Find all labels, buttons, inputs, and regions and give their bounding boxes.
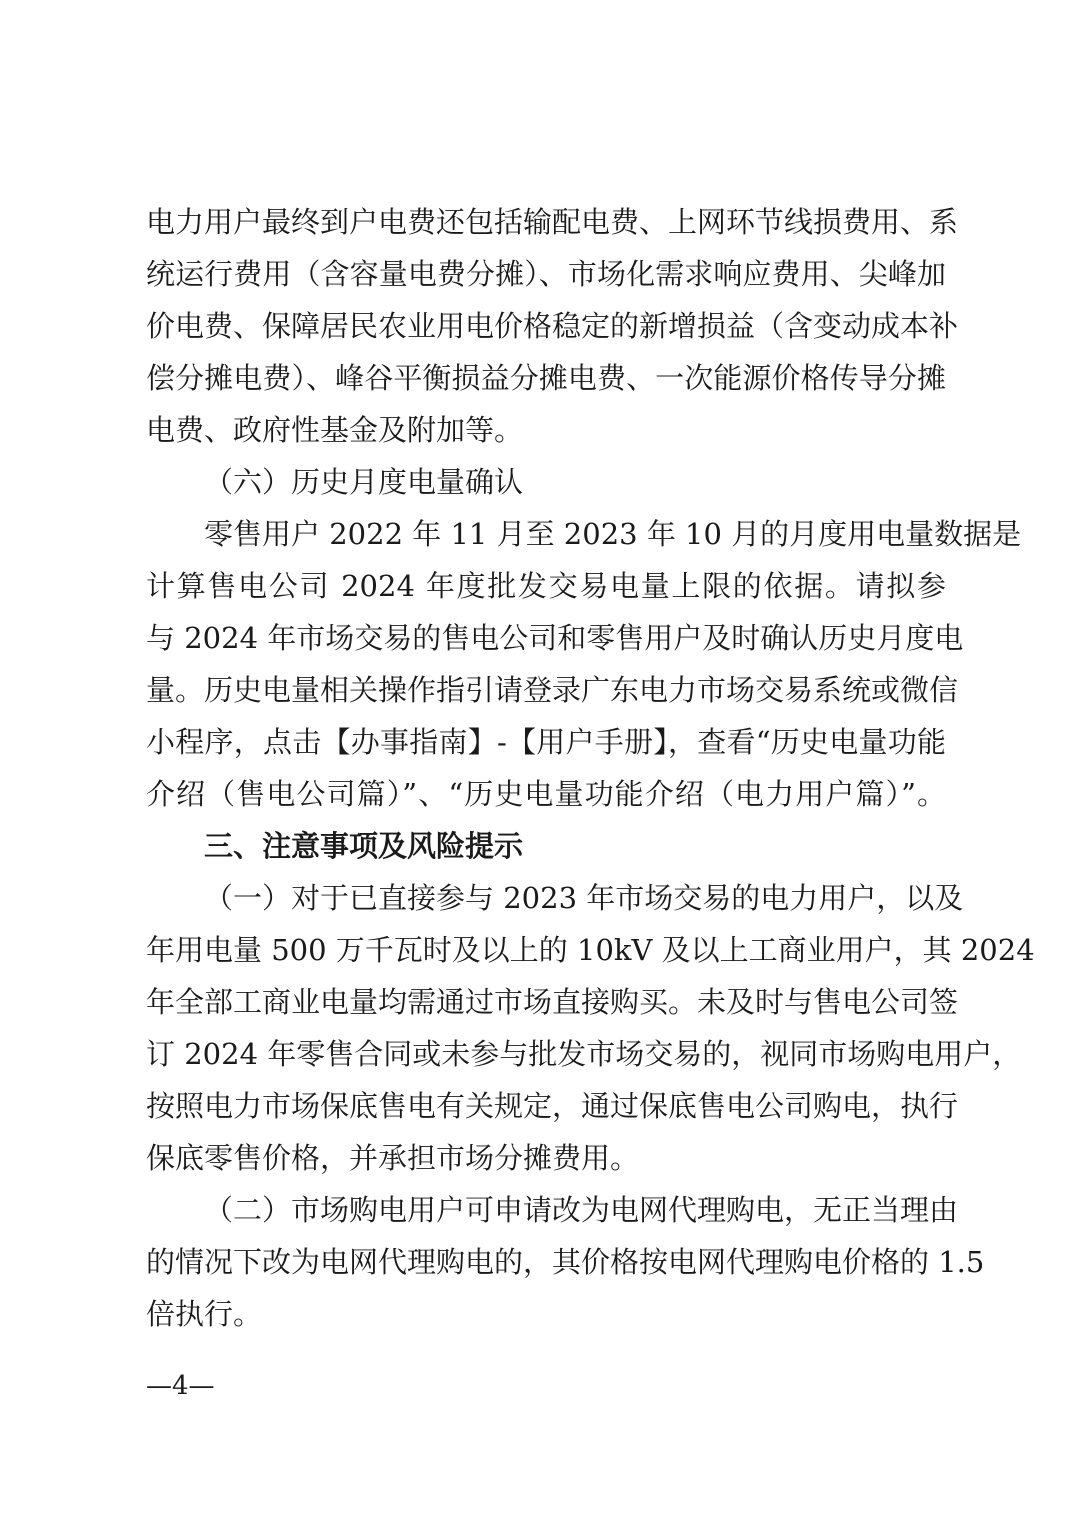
paragraph-line: 的情况下改为电网代理购电的，其价格按电网代理购电价格的 1.5 [146,1245,985,1279]
paragraph-line: 电力用户最终到户电费还包括输配电费、上网环节线损费用、系 [146,205,959,239]
paragraph-line: 统运行费用（含容量电费分摊）、市场化需求响应费用、尖峰加 [146,257,946,291]
paragraph-line: 量。历史电量相关操作指引请登录广东电力市场交易系统或微信 [146,673,959,707]
paragraph-line: 电费、政府性基金及附加等。 [146,413,524,447]
paragraph-line: 价电费、保障居民农业用电价格稳定的新增损益（含变动成本补 [146,309,959,343]
paragraph-line: 订 2024 年零售合同或未参与批发市场交易的，视同市场购电用户， [146,1037,1022,1071]
paragraph-line: （一）对于已直接参与 2023 年市场交易的电力用户，以及 [204,881,964,915]
paragraph-line: 倍执行。 [146,1297,263,1331]
paragraph-line: （二）市场购电用户可申请改为电网代理购电，无正当理由 [204,1193,959,1227]
paragraph-line: 介绍（售电公司篇）”、“历史电量功能介绍（电力用户篇）”。 [146,777,946,811]
paragraph-line: 年用电量 500 万千瓦时及以上的 10kV 及以上工商业用户，其 2024 [146,933,1035,967]
paragraph-line: 保底零售价格，并承担市场分摊费用。 [146,1141,640,1175]
paragraph-line: 偿分摊电费）、峰谷平衡损益分摊电费、一次能源价格传导分摊 [146,361,946,395]
paragraph-line: 小程序，点击【办事指南】-【用户手册】，查看“历史电量功能 [146,725,946,759]
paragraph-line: 计算售电公司 2024 年度批发交易电量上限的依据。请拟参 [146,569,946,603]
paragraph-line: 年全部工商业电量均需通过市场直接购买。未及时与售电公司签 [146,985,959,1019]
paragraph-line: 与 2024 年市场交易的售电公司和零售用户及时确认历史月度电 [146,621,964,655]
section-heading: （六）历史月度电量确认 [204,465,524,499]
paragraph-line: 按照电力市场保底售电有关规定，通过保底售电公司购电，执行 [146,1089,959,1123]
section-heading: 三、注意事项及风险提示 [204,829,524,863]
page-number: —4— [146,1371,215,1401]
paragraph-line: 零售用户 2022 年 11 月至 2023 年 10 月的月度用电量数据是 [204,517,1022,551]
